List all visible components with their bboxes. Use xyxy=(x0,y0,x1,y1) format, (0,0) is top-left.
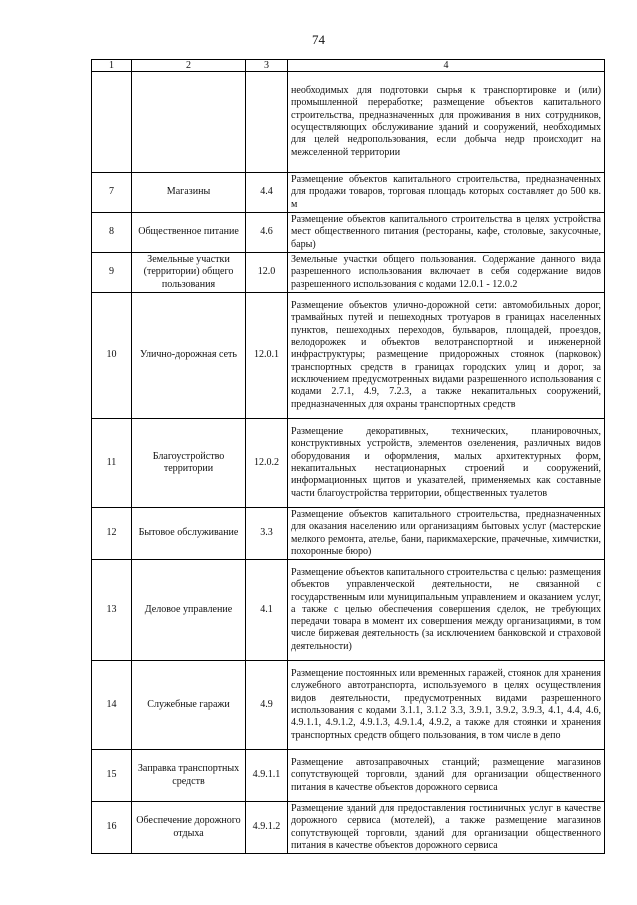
column-header-4: 4 xyxy=(288,60,605,72)
row-number: 16 xyxy=(92,802,132,854)
column-header-2: 2 xyxy=(132,60,246,72)
use-type-code xyxy=(246,72,288,173)
use-type-name: Общественное питание xyxy=(132,213,246,253)
use-type-description: Размещение объектов капитального строительства с целью: размещения объектов управленческой деятельности, не связанной с государственным или муниципальным управлением и оказанием услуг, а также с целью обеспечения совершения сделок, не требующих передачи товара в момент их совершения между организациями, в том числе биржевая деятельность (за исключением банковской и страховой деятельности) xyxy=(288,560,605,661)
row-number: 10 xyxy=(92,293,132,419)
use-type-name: Магазины xyxy=(132,173,246,213)
table-row xyxy=(92,661,605,750)
table-row xyxy=(92,560,605,661)
table-row xyxy=(92,293,605,419)
use-type-code: 12.0 xyxy=(246,253,288,293)
use-type-description: Земельные участки общего пользования. Содержание данного вида разрешенного использования включает в себя содержание видов разрешенного использования с кодами 12.0.1 - 12.0.2 xyxy=(288,253,605,293)
use-type-name xyxy=(132,72,246,173)
use-type-code: 4.4 xyxy=(246,173,288,213)
page-number: 74 xyxy=(312,32,325,47)
table-row xyxy=(92,253,605,293)
column-header-1: 1 xyxy=(92,60,132,72)
use-type-name: Служебные гаражи xyxy=(132,661,246,750)
use-type-description: Размещение декоративных, технических, планировочных, конструктивных устройств, элементов озеленения, различных видов оборудования и оформления, малых архитектурных форм, некапитальных нестационарных строений и сооружений, информационных щитов и указателей, применяемых как составные части благоустройства территории, общественных туалетов xyxy=(288,419,605,508)
column-header-3: 3 xyxy=(246,60,288,72)
use-type-name: Заправка транспортных средств xyxy=(132,750,246,802)
row-number: 14 xyxy=(92,661,132,750)
use-type-name: Благоустройство территории xyxy=(132,419,246,508)
use-type-code: 12.0.2 xyxy=(246,419,288,508)
table-row xyxy=(92,750,605,802)
table-header-row xyxy=(92,60,605,72)
use-type-description: Размещение объектов капитального строительства, предназначенных для оказания населению или организациям бытовых услуг (мастерские мелкого ремонта, ателье, бани, парикмахерские, прачечные, химчистки, похоронные бюро) xyxy=(288,508,605,560)
use-type-code: 12.0.1 xyxy=(246,293,288,419)
use-type-description: Размещение зданий для предоставления гостиничных услуг в качестве дорожного сервиса (мотелей), а также размещение магазинов сопутствующей торговли, зданий для организации общественного питания в качестве объектов дорожного сервиса xyxy=(288,802,605,854)
row-number: 11 xyxy=(92,419,132,508)
use-type-code: 4.9 xyxy=(246,661,288,750)
use-type-name: Бытовое обслуживание xyxy=(132,508,246,560)
use-type-code: 4.9.1.1 xyxy=(246,750,288,802)
use-type-description: Размещение объектов капитального строительства, предназначенных для продажи товаров, торговая площадь которых составляет до 500 кв. м xyxy=(288,173,605,213)
use-type-description: Размещение постоянных или временных гаражей, стоянок для хранения служебного автотранспорта, используемого в целях осуществления видов деятельности, предусмотренных видами разрешенного использования с кодами 3.1.1, 3.1.2 3.3, 3.9.1, 3.9.2, 3.9.3, 4.1, 4.4, 4.6, 4.9.1.1, 4.9.1.2, 4.9.1.3, 4.9.1.4, 4.9.2, а также для стоянки и хранения транспортных средств общего пользования, в том числе в депо xyxy=(288,661,605,750)
use-type-description: Размещение объектов улично-дорожной сети: автомобильных дорог, трамвайных путей и пешеходных тротуаров в границах населенных пунктов, пешеходных переходов, бульваров, площадей, проездов, велодорожек и объектов велотранспортной и инженерной инфраструктуры; размещение придорожных стоянок (парковок) транспортных средств в границах городских улиц и дорог, за исключением предусмотренных видами разрешенного использования с кодами 2.7.1, 4.9, 7.2.3, а также некапитальных сооружений, предназначенных для охраны транспортных средств xyxy=(288,293,605,419)
use-type-code: 4.6 xyxy=(246,213,288,253)
use-type-name: Улично-дорожная сеть xyxy=(132,293,246,419)
table-row xyxy=(92,173,605,213)
row-number: 9 xyxy=(92,253,132,293)
table-row xyxy=(92,213,605,253)
use-type-code: 3.3 xyxy=(246,508,288,560)
use-type-code: 4.9.1.2 xyxy=(246,802,288,854)
use-type-name: Деловое управление xyxy=(132,560,246,661)
table-row xyxy=(92,419,605,508)
use-type-description: Размещение объектов капитального строительства в целях устройства мест общественного питания (рестораны, кафе, столовые, закусочные, бары) xyxy=(288,213,605,253)
row-number: 8 xyxy=(92,213,132,253)
row-number: 12 xyxy=(92,508,132,560)
row-number: 13 xyxy=(92,560,132,661)
row-number xyxy=(92,72,132,173)
use-type-description: Размещение автозаправочных станций; размещение магазинов сопутствующей торговли, зданий для организации общественного питания в качестве объектов дорожного сервиса xyxy=(288,750,605,802)
table-row xyxy=(92,802,605,854)
use-type-description: необходимых для подготовки сырья к транспортировке и (или) промышленной переработке; размещение объектов капитального строительства, предназначенных для проживания в них сотрудников, осуществляющих обслуживание зданий и сооружений, необходимых для целей недропользования, если добыча недр происходит на межселенной территории xyxy=(288,72,605,173)
table-row xyxy=(92,508,605,560)
use-type-code: 4.1 xyxy=(246,560,288,661)
row-number: 15 xyxy=(92,750,132,802)
use-type-name: Обеспечение дорожного отдыха xyxy=(132,802,246,854)
land-use-table xyxy=(91,59,605,854)
use-type-name: Земельные участки (территории) общего пользования xyxy=(132,253,246,293)
row-number: 7 xyxy=(92,173,132,213)
table-row xyxy=(92,72,605,173)
